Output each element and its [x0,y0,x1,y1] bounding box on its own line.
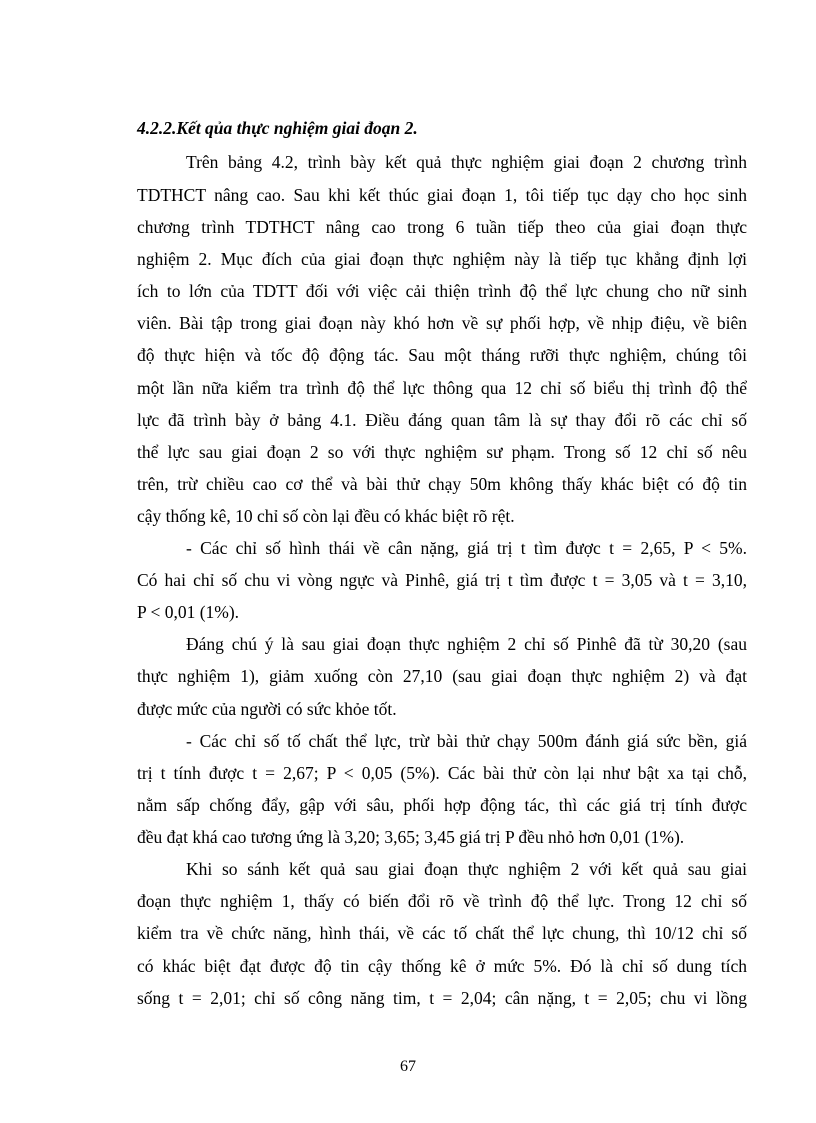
paragraph-line: Đáng chú ý là sau giai đoạn thực nghiệm 2 chỉ số Pinhê đã từ 30,20 (sau [186,634,747,654]
paragraph-line: độ thực hiện và tốc độ động tác. Sau một tháng rưỡi thực nghiệm, chúng tôi [137,345,747,365]
paragraph-line: đoạn thực nghiệm 1, thấy có biến đổi rõ về trình độ thể lực. Trong 12 chỉ số [137,891,747,911]
paragraph-line: thực nghiệm 1), giảm xuống còn 27,10 (sau giai đoạn thực nghiệm 2) và đạt [137,666,747,686]
paragraph-line: đều đạt khá cao tương ứng là 3,20; 3,65; 3,45 giá trị P đều nhỏ hơn 0,01 (1%). [137,827,685,847]
page-number: 67 [400,1058,416,1075]
paragraph-line: - Các chỉ số tố chất thể lực, trừ bài thử chạy 500m đánh giá sức bền, giá [186,731,747,751]
paragraph-line: Trên bảng 4.2, trình bày kết quả thực nghiệm giai đoạn 2 chương trình [186,152,747,172]
paragraph-line: ích to lớn của TDTT đối với việc cải thiện trình độ thể lực chung cho nữ sinh [137,281,747,301]
paragraph-line: TDTHCT nâng cao. Sau khi kết thúc giai đoạn 1, tôi tiếp tục dạy cho học sinh [137,185,747,205]
paragraph-line: trên, trừ chiều cao cơ thể và bài thử chạy 50m không thấy khác biệt có độ tin [137,474,747,494]
paragraph-line: có khác biệt đạt được độ tin cậy thống kê ở mức 5%. Đó là chỉ số dung tích [137,956,747,976]
paragraph-line: một lần nữa kiểm tra trình độ thể lực thông qua 12 chỉ số biểu thị trình độ thể [137,378,747,398]
paragraph-line: Có hai chỉ số chu vi vòng ngực và Pinhê, giá trị t tìm được t = 3,05 và t = 3,10, [137,570,747,590]
paragraph-line: P < 0,01 (1%). [137,602,240,622]
paragraph-line: sống t = 2,01; chỉ số công năng tim, t = 2,04; cân nặng, t = 2,05; chu vi lồng [137,988,747,1008]
section-heading: 4.2.2.Kết qủa thực nghiệm giai đoạn 2. [137,118,418,138]
paragraph-line: nghiệm 2. Mục đích của giai đoạn thực nghiệm này là tiếp tục khẳng định lợi [137,249,747,269]
paragraph-line: nằm sấp chống đẩy, gập với sâu, phối hợp động tác, thì các giá trị tính được [137,795,747,815]
paragraph-line: Khi so sánh kết quả sau giai đoạn thực nghiệm 2 với kết quả sau giai [186,859,747,879]
paragraph-line: kiểm tra về chức năng, hình thái, về các tố chất thể lực chung, thì 10/12 chỉ số [137,923,747,943]
paragraph-line: cậy thống kê, 10 chỉ số còn lại đều có khác biệt rõ rệt. [137,506,515,526]
paragraph-line: thể lực sau giai đoạn 2 so với thực nghiệm sư phạm. Trong số 12 chỉ số nêu [137,442,747,462]
paragraph-line: lực đã trình bày ở bảng 4.1. Điều đáng quan tâm là sự thay đổi rõ các chỉ số [137,410,747,430]
paragraph-line: được mức của người có sức khỏe tốt. [137,699,397,719]
paragraph-line: viên. Bài tập trong giai đoạn này khó hơn về sự phối hợp, về nhịp điệu, về biên [137,313,747,333]
paragraph-line: trị t tính được t = 2,67; P < 0,05 (5%). Các bài thử còn lại như bật xa tại chỗ, [137,763,747,783]
paragraph-line: - Các chỉ số hình thái về cân nặng, giá trị t tìm được t = 2,65, P < 5%. [186,538,747,558]
paragraph-line: chương trình TDTHCT nâng cao trong 6 tuần tiếp theo của giai đoạn thực [137,217,747,237]
